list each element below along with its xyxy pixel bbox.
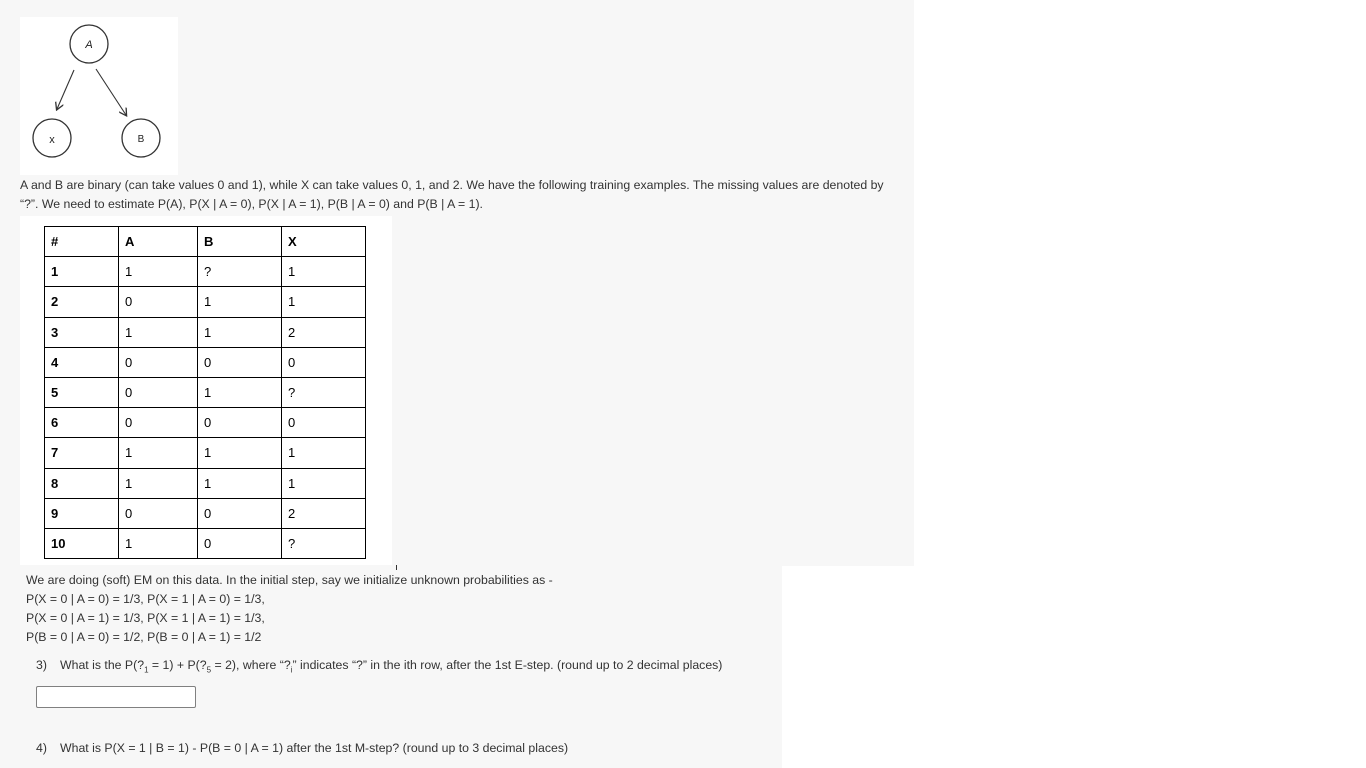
table-row (45, 257, 366, 287)
cell-a: 0 (119, 498, 198, 528)
cell-index: 10 (45, 528, 119, 558)
em-line-2: P(X = 0 | A = 0) = 1/3, P(X = 1 | A = 0) = 1/3, (26, 592, 265, 606)
problem-description (20, 176, 910, 214)
cell-a: 1 (119, 257, 198, 287)
problem-description-line-1: A and B are binary (can take values 0 and 1), while X can take values 0, 1, and 2. We have the following training examples. The missing values are denoted by (20, 178, 884, 192)
table-row (45, 498, 366, 528)
question-3-subscript-1: 1 (144, 665, 149, 675)
em-line-4: P(B = 0 | A = 0) = 1/2, P(B = 0 | A = 1) = 1/2 (26, 630, 262, 644)
cell-index: 2 (45, 287, 119, 317)
em-line-1: We are doing (soft) EM on this data. In the initial step, say we initialize unknown probabilities as - (26, 573, 553, 587)
question-3-text-part-4: ” indicates “?” in the ith row, after the 1st E-step. (round up to 2 decimal places) (292, 658, 723, 672)
question-4 (36, 741, 568, 755)
question-3 (36, 658, 722, 674)
question-3-text-part-2: = 1) + P(? (148, 658, 207, 672)
divider-tick (396, 565, 397, 570)
cell-x: 2 (282, 498, 366, 528)
cell-b: ? (198, 257, 282, 287)
table-row (45, 408, 366, 438)
question-3-subscript-i: i (290, 665, 293, 675)
cell-a: 1 (119, 528, 198, 558)
cell-index: 6 (45, 408, 119, 438)
header-x: X (282, 227, 366, 257)
cell-a: 0 (119, 408, 198, 438)
training-examples-card (20, 216, 392, 565)
cell-b: 0 (198, 408, 282, 438)
node-b-label: B (137, 134, 145, 145)
cell-x: 0 (282, 347, 366, 377)
cell-b: 1 (198, 468, 282, 498)
problem-description-line-2: “?”. We need to estimate P(A), P(X | A = 0), P(X | A = 1), P(B | A = 0) and P(B | A = 1). (20, 197, 483, 211)
cell-index: 4 (45, 347, 119, 377)
em-initialization-text (26, 571, 553, 647)
cell-x: 1 (282, 287, 366, 317)
table-row (45, 347, 366, 377)
table-row (45, 468, 366, 498)
cell-x: 1 (282, 257, 366, 287)
question-3-text-part-1: What is the P(? (60, 658, 145, 672)
cell-b: 0 (198, 347, 282, 377)
cell-index: 1 (45, 257, 119, 287)
cell-x: 0 (282, 408, 366, 438)
table-row (45, 317, 366, 347)
question-3-text-part-3: = 2), where “? (211, 658, 291, 672)
cell-a: 0 (119, 377, 198, 407)
cell-index: 9 (45, 498, 119, 528)
training-examples-table (44, 226, 366, 559)
cell-b: 1 (198, 317, 282, 347)
edge-a-to-x (57, 70, 74, 109)
table-header-row (45, 227, 366, 257)
table-row (45, 377, 366, 407)
cell-a: 0 (119, 287, 198, 317)
bayes-network-svg (20, 17, 178, 175)
table-row (45, 438, 366, 468)
cell-x: ? (282, 377, 366, 407)
cell-a: 1 (119, 438, 198, 468)
cell-index: 3 (45, 317, 119, 347)
cell-b: 1 (198, 438, 282, 468)
header-index: # (45, 227, 119, 257)
table-row (45, 287, 366, 317)
cell-index: 8 (45, 468, 119, 498)
cell-index: 7 (45, 438, 119, 468)
question-4-text: What is P(X = 1 | B = 1) - P(B = 0 | A = 1) after the 1st M-step? (round up to 3 decimal places) (60, 741, 569, 755)
node-a-label: A (85, 39, 93, 51)
cell-x: ? (282, 528, 366, 558)
question-3-number: 3) (36, 658, 47, 672)
edge-a-to-b (96, 69, 126, 115)
cell-x: 1 (282, 438, 366, 468)
em-line-3: P(X = 0 | A = 1) = 1/3, P(X = 1 | A = 1) = 1/3, (26, 611, 265, 625)
cell-x: 1 (282, 468, 366, 498)
question-3-subscript-5: 5 (206, 665, 212, 675)
bayes-network-diagram (20, 17, 178, 175)
cell-b: 1 (198, 287, 282, 317)
question-4-number: 4) (36, 741, 47, 755)
header-a: A (119, 227, 198, 257)
cell-a: 0 (119, 347, 198, 377)
table-row (45, 528, 366, 558)
cell-a: 1 (119, 317, 198, 347)
cell-x: 2 (282, 317, 366, 347)
cell-b: 0 (198, 498, 282, 528)
cell-b: 0 (198, 528, 282, 558)
cell-a: 1 (119, 468, 198, 498)
cell-b: 1 (198, 377, 282, 407)
header-b: B (198, 227, 282, 257)
cell-index: 5 (45, 377, 119, 407)
node-x-label: x (49, 134, 55, 146)
question-3-answer-input[interactable] (36, 686, 196, 708)
